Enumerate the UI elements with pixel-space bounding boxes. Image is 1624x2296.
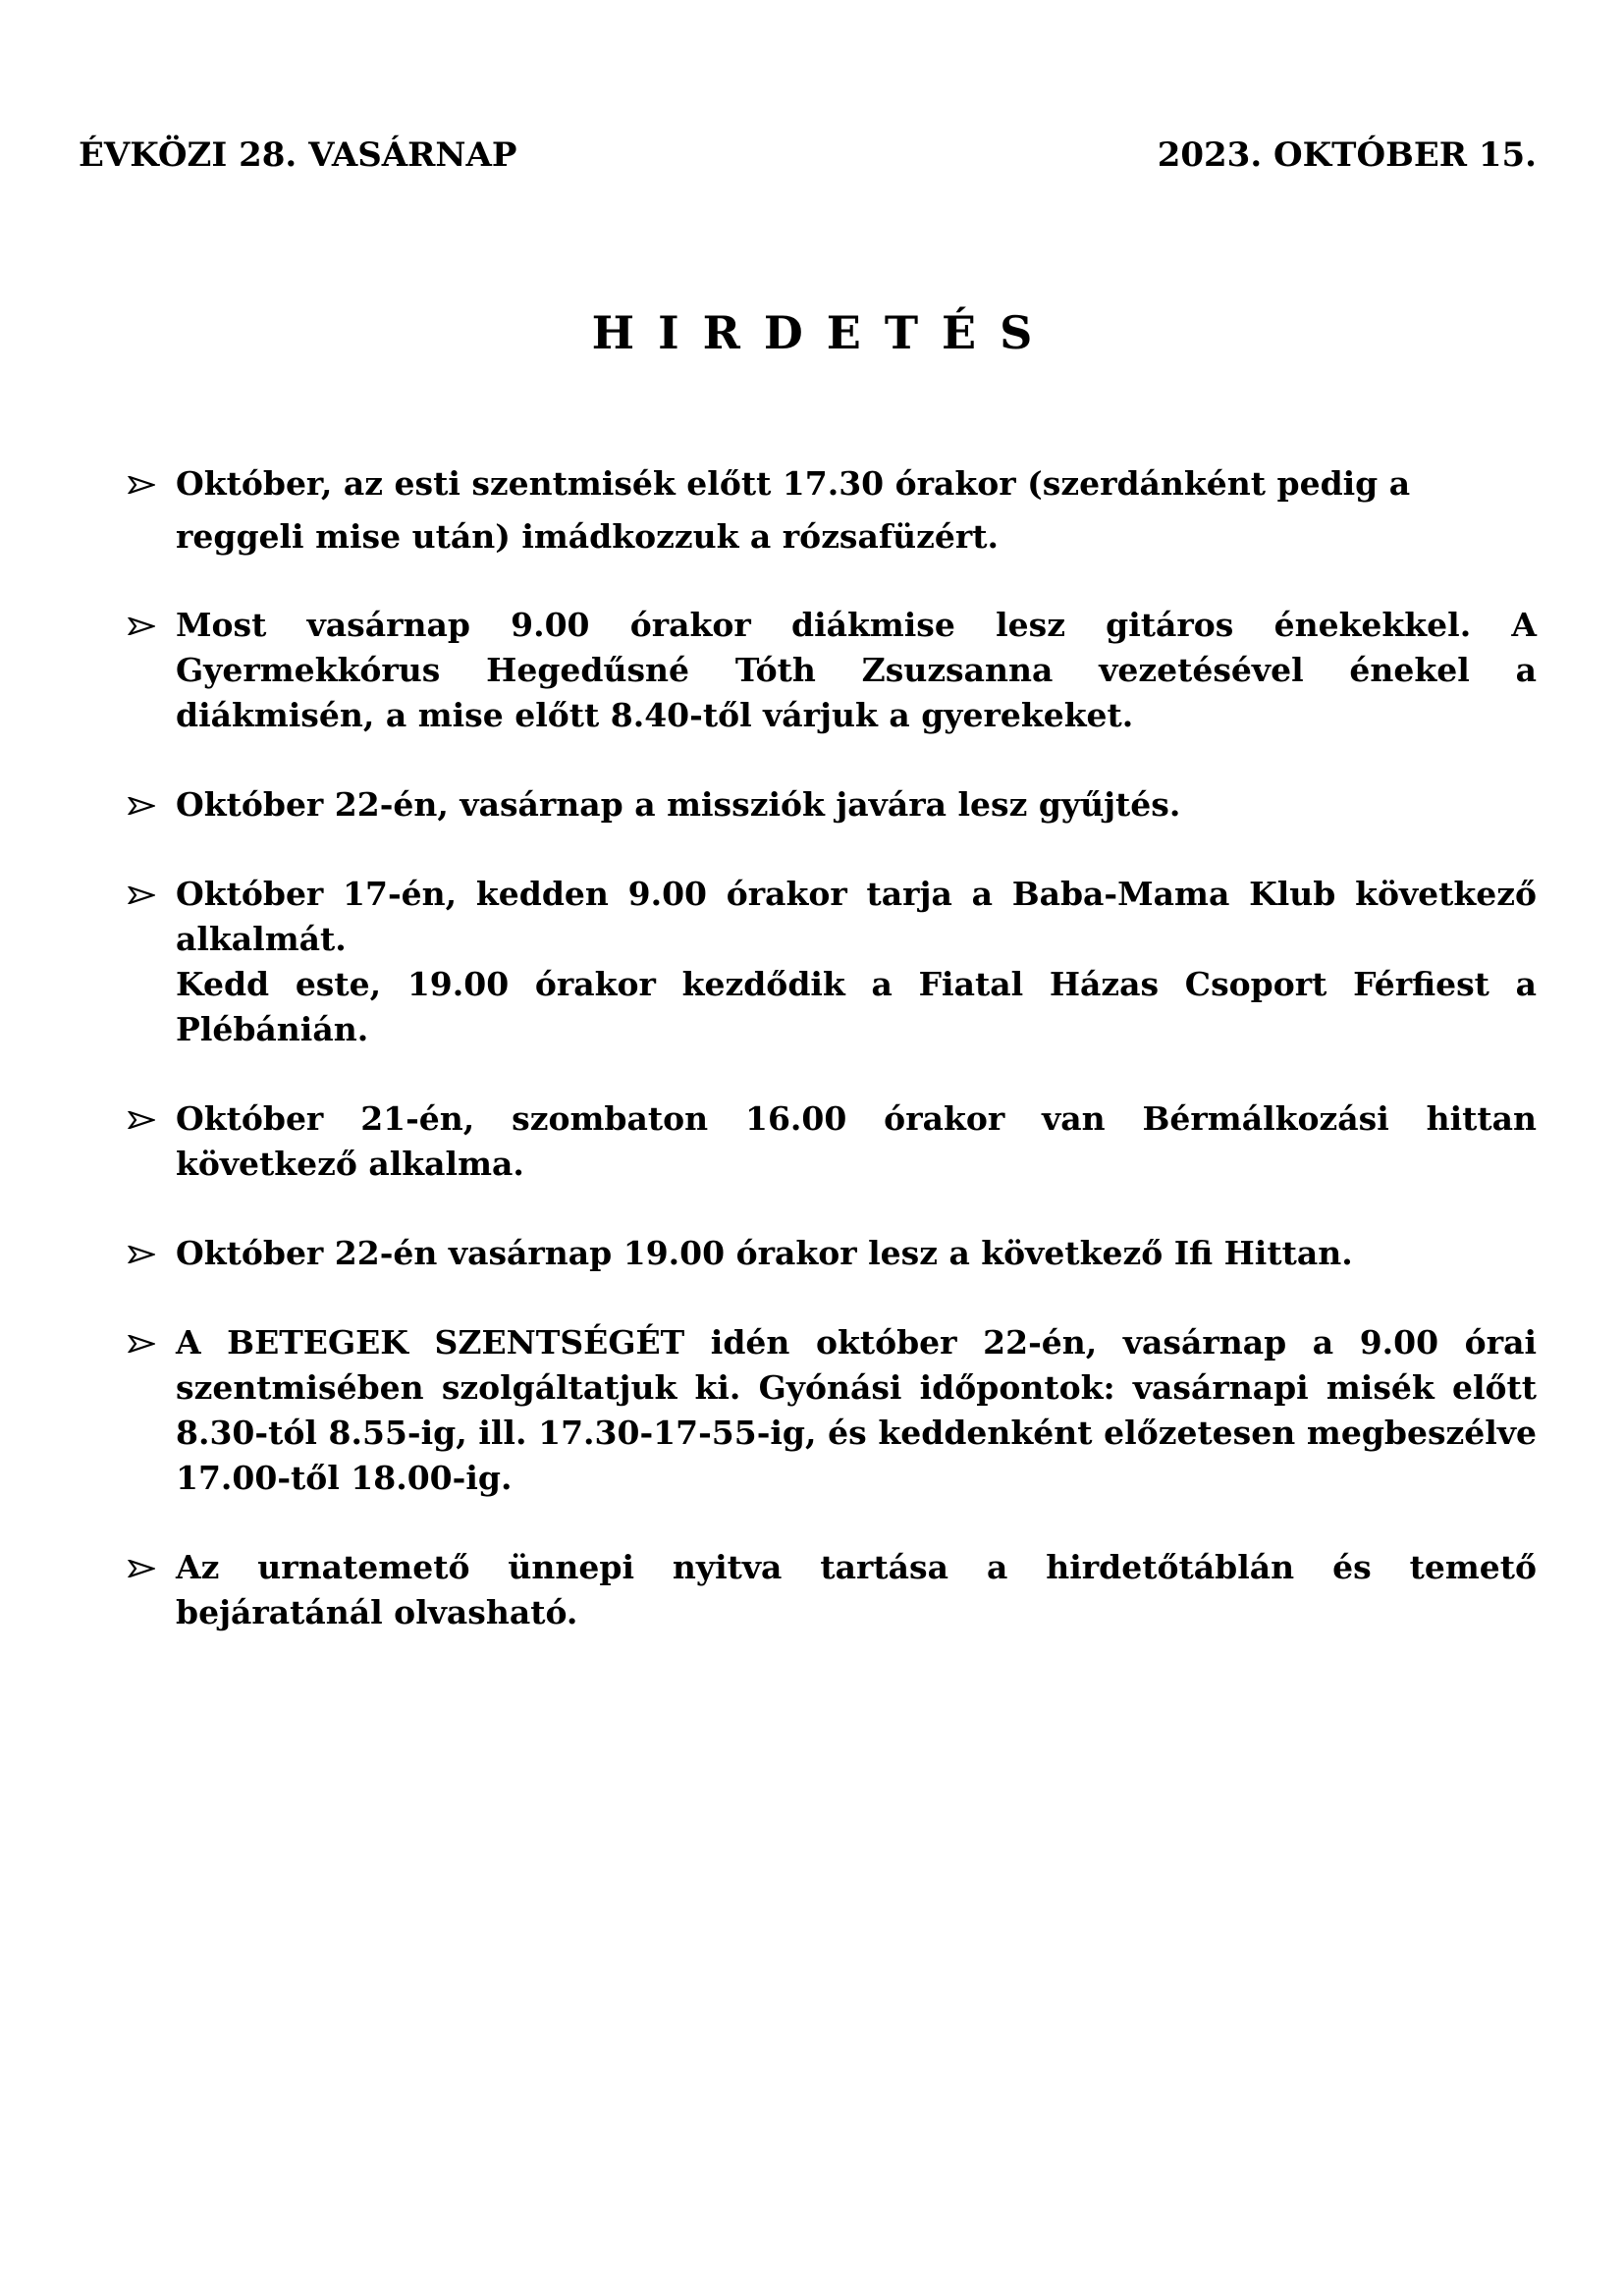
- announcement-item: [128, 603, 1537, 738]
- arrowhead-bullet-icon: [128, 476, 155, 494]
- announcement-text: A BETEGEK SZENTSÉGÉT idén október 22-én, vasárnap a 9.00 órai szentmisében szolgáltatjuk ki. Gyónási időpontok: vasárnapi misék előtt 8.30-tól 8.55-ig, ill. 17.30-17-55-ig, és keddenként előzetesen megbeszélve 17.00-től 18.00-ig.: [176, 1323, 1537, 1497]
- page-title: HIRDETÉS: [591, 306, 1056, 359]
- liturgical-day: ÉVKÖZI 28. VASÁRNAP: [79, 135, 517, 175]
- page-header: [79, 135, 1537, 185]
- date: 2023. OKTÓBER 15.: [1157, 135, 1537, 175]
- arrowhead-bullet-icon: [128, 1246, 155, 1263]
- announcement-text: Október 17-én, kedden 9.00 órakor tarja a Baba-Mama Klub következő alkalmát.: [176, 875, 1537, 958]
- announcement-text: Október 21-én, szombaton 16.00 órakor van Bérmálkozási hittan következő alkalma.: [176, 1099, 1537, 1183]
- announcement-list: [128, 457, 1537, 1680]
- announcement-item: [128, 1320, 1537, 1501]
- announcement-item: [128, 1545, 1537, 1635]
- announcement-item: [128, 872, 1537, 1052]
- arrowhead-bullet-icon: [128, 797, 155, 815]
- arrowhead-bullet-icon: [128, 886, 155, 904]
- announcement-item: [128, 1096, 1537, 1187]
- arrowhead-bullet-icon: [128, 1560, 155, 1577]
- arrowhead-bullet-icon: [128, 1335, 155, 1353]
- announcement-text: Az urnatemető ünnepi nyitva tartása a hirdetőtáblán és temető bejáratánál olvasható.: [176, 1548, 1537, 1631]
- announcement-text: Október 22-én, vasárnap a missziók javára lesz gyűjtés.: [176, 785, 1181, 824]
- arrowhead-bullet-icon: [128, 1111, 155, 1129]
- announcement-text: Október 22-én vasárnap 19.00 órakor lesz a következő Ifi Hittan.: [176, 1234, 1353, 1272]
- announcement-text: Most vasárnap 9.00 órakor diákmise lesz gitáros énekekkel. A Gyermekkórus Hegedűsné Tóth Zsuzsanna vezetésével énekel a diákmisén, a mise előtt 8.40-től várjuk a gyerekeket.: [176, 606, 1537, 734]
- announcement-text-continued: Kedd este, 19.00 órakor kezdődik a Fiatal Házas Csoport Férfiest a Plébánián.: [176, 965, 1537, 1048]
- arrowhead-bullet-icon: [128, 617, 155, 635]
- announcement-text: Október, az esti szentmisék előtt 17.30 órakor (szerdánként pedig a reggeli mise után) imádkozzuk a rózsafüzért.: [176, 464, 1411, 556]
- announcement-item: [128, 782, 1537, 828]
- announcement-item: [128, 1231, 1537, 1276]
- announcement-item: [128, 457, 1537, 563]
